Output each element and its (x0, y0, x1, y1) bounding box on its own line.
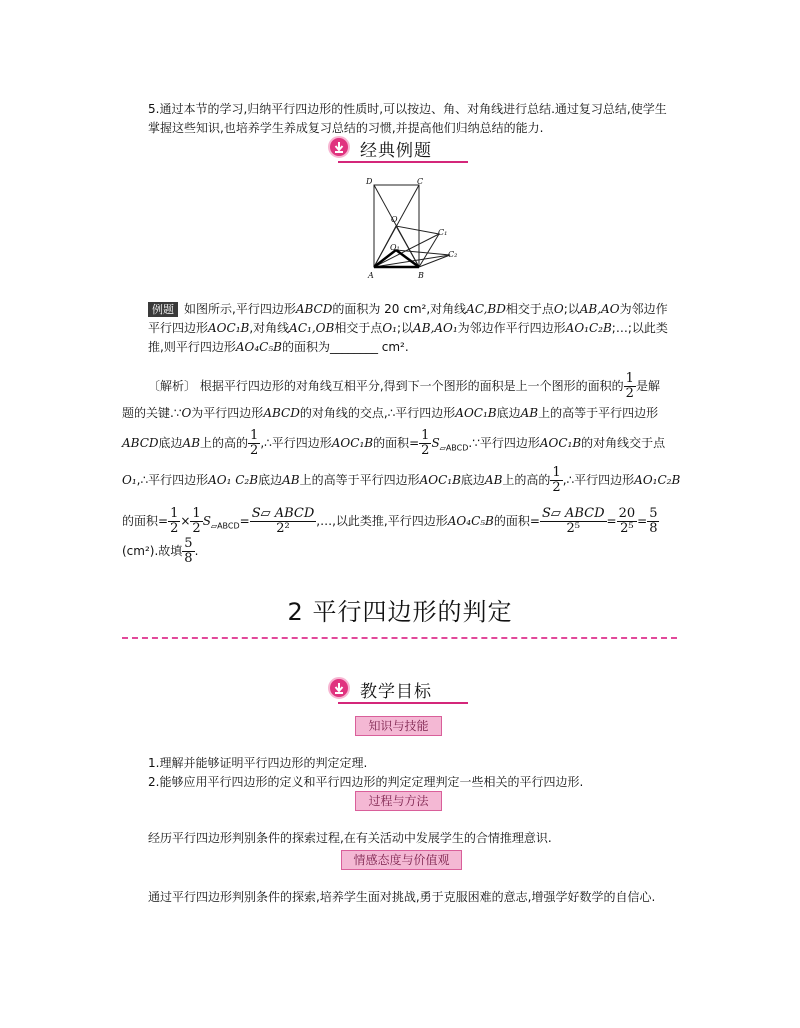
math: ABCD (295, 302, 333, 316)
math: AC,BD (466, 302, 506, 316)
down-arrow-icon (328, 677, 350, 699)
math: AO₁C₂B (565, 321, 612, 335)
math: O₁ (382, 321, 397, 335)
analysis-line-3: ABCD底边AB上的高的 $\frac{1}{2}$ ,∴平行四边形AOC₁B的面积= $\frac{1}{2}$ $S_{▱ABCD}.\because$平行四边形AOC₁B的对角线交于点 (122, 428, 666, 458)
attitude-text: 通过平行四边形判别条件的探索,培养学生面对挑战,勇于克服困难的意志,增强学好数学的自信心. (148, 890, 656, 904)
section-header-examples (328, 136, 468, 164)
text: 为邻边作平行四边形 (457, 321, 566, 335)
text: 如图所示,平行四边形 (184, 302, 296, 316)
text: ,对角线 (249, 321, 290, 335)
text: 相交于点 (505, 302, 554, 316)
goal-2: 2.能够应用平行四边形的定义和平行四边形的判定定理判定一些相关的平行四边形. (148, 775, 584, 789)
math: AO₄C₅B (235, 340, 282, 354)
goal-1: 1.理解并能够证明平行四边形的判定定理. (148, 756, 368, 770)
text: 的面积为 20 cm²,对角线 (332, 302, 467, 316)
chapter-title: 2 平行四边形的判定 (287, 598, 513, 626)
text: 是解 (635, 379, 660, 393)
text: 相交于点 (334, 321, 383, 335)
dashed-divider (122, 637, 677, 639)
math: AB,AO (579, 302, 620, 316)
label-d: D (366, 177, 373, 186)
text: ;以 (396, 321, 414, 335)
label-c1: C₁ (438, 228, 448, 237)
analysis-label: 〔解析〕 (148, 379, 197, 393)
fraction: $\frac{1}{2}$ (625, 371, 634, 401)
section-title: 教学目标 (360, 682, 432, 702)
text: ;…;以此类推,则平行四边形 (148, 321, 668, 354)
tag-attitude-values: 情感态度与价值观 (341, 850, 462, 870)
analysis-block (122, 372, 682, 566)
example-badge: 例题 (148, 302, 178, 317)
section-title: 经典例题 (360, 141, 432, 161)
text: 为邻边作平行四边形 (148, 302, 668, 335)
section-underline (338, 702, 468, 704)
label-c: C (417, 177, 424, 186)
tag-process-method: 过程与方法 (355, 791, 442, 811)
analysis-line-5: 的面积= $\frac{1}{2}$ × $\frac{1}{2}$ $S_{▱ABCD}=$ $\frac{\text{S▱ ABCD}}{\text{2²}}$ ,…,以此类推,平行四边形AO₄C₅B的面积= $\frac{\text{S▱ ABCD}}{\text{2⁵}}$ = $\frac{20}{\text{2⁵}}$ = $\frac{5}{8}$ (cm²).故填 $\frac{5}{8}$ . (122, 506, 658, 566)
label-o1: O₁ (390, 243, 400, 252)
label-a: A (368, 271, 374, 280)
tag-knowledge-skills: 知识与技能 (355, 716, 442, 736)
math: O (553, 302, 564, 316)
parallelogram-figure (362, 175, 466, 285)
text: ;以 (563, 302, 580, 316)
example-problem (148, 300, 678, 357)
analysis-line-1 (122, 372, 682, 401)
intro-item: 5.通过本节的学习,归纳平行四边形的性质时,可以按边、角、对角线进行总结.通过复习总结,使学生掌握这些知识,也培养学生养成复习总结的习惯,并提高他们归纳总结的能力. (148, 102, 667, 135)
label-o: O (391, 215, 398, 224)
down-arrow-icon (328, 136, 350, 158)
label-c2: C₂ (448, 250, 458, 259)
math: AB,AO₁ (413, 321, 458, 335)
math: AOC₁B (208, 321, 250, 335)
text: 根据平行四边形的对角线互相平分,得到下一个图形的面积是上一个图形的面积的 (199, 379, 624, 393)
process-text: 经历平行四边形判别条件的探索过程,在有关活动中发展学生的合情推理意识. (148, 831, 552, 845)
section-underline (338, 161, 468, 163)
label-b: B (418, 271, 424, 280)
analysis-line-4: O₁,∴平行四边形AO₁ C₂B底边AB上的高等于平行四边形AOC₁B底边AB上的高的 $\frac{1}{2}$ ,∴平行四边形AO₁C₂B (122, 465, 681, 496)
analysis-line-2: 题的关键.∵O为平行四边形ABCD的对角线的交点,∴平行四边形AOC₁B底边AB上的高等于平行四边形 (122, 406, 659, 420)
math: AC₁,OB (289, 321, 335, 335)
text: 的面积为________ cm². (281, 340, 409, 354)
section-header-goals (328, 677, 468, 705)
